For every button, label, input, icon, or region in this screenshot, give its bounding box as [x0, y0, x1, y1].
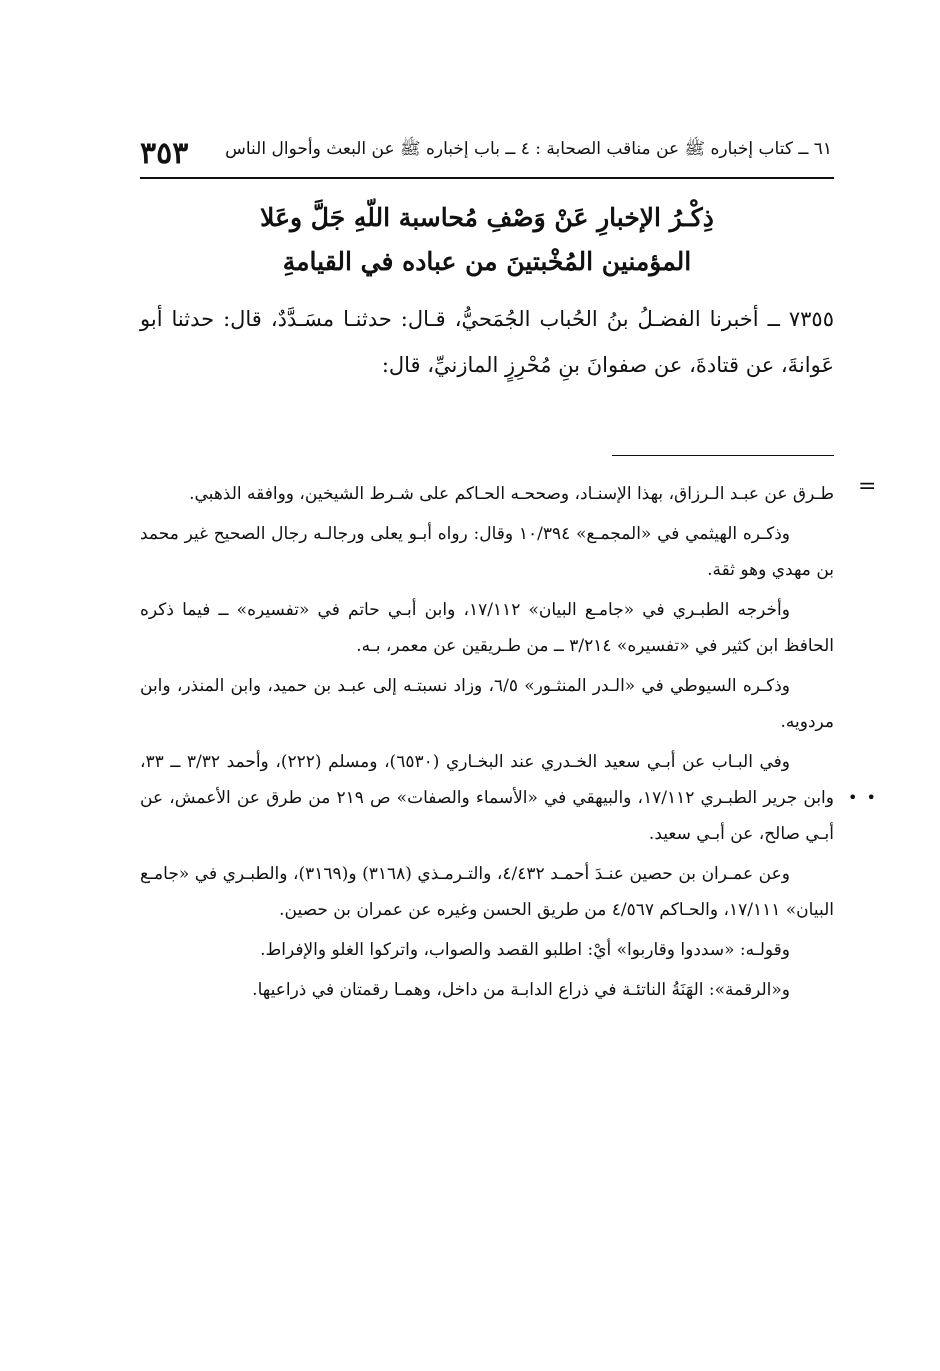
- margin-dots: • •: [848, 788, 878, 807]
- hadith-text-block: [140, 296, 834, 388]
- running-head: ٦١ ــ كتاب إخباره ﷺ عن مناقب الصحابة : ٤ ــ باب إخباره ﷺ عن البعث وأحوال الناس: [225, 139, 832, 159]
- footnote-paragraph: وقولـه: «سددوا وقاربوا» أيْ: اطلبو القصد والصواب، واتركوا الغلو والإفراط.: [260, 940, 790, 960]
- chapter-title: [140, 196, 834, 284]
- footnote-paragraph: وذكـره السيوطي في «الـدر المنثـور» ٦/٥، وزاد نسبتـه إلى عبـد بن حميد، وابن المنذر، وابن مردويه.: [140, 676, 834, 732]
- chapter-title-line-2: المؤمنين المُخْبتينَ من عباده في القيامةِ: [282, 247, 692, 276]
- footnote-paragraph: وفي البـاب عن أبـي سعيد الخـدري عند البخـاري (٦٥٣٠)، ومسلم (٢٢٢)، وأحمد ٣/٣٢ ــ ٣٣، وابن جرير الطبـري ١٧/١١٢، والبيهقي في «الأسماء والصفات» ص ٢١٩ من طرق عن الأعمش، عن أبـي صالح، عن أبـي سعيد.: [140, 752, 834, 844]
- chapter-title-line-1: ذِكْـرُ الإخبارِ عَنْ وَصْفِ مُحاسبة اللّهِ جَلَّ وعَلا: [260, 203, 714, 232]
- header-rule: [140, 177, 834, 179]
- footnote-paragraph: وأخرجه الطبـري في «جامـع البيان» ١٧/١١٢، وابن أبـي حاتم في «تفسيره» ــ فيما ذكره الحافظ ابن كثير في «تفسيره» ٣/٢١٤ ــ من طـريقين عن معمر، بـه.: [140, 600, 834, 656]
- footnote-separator: [612, 455, 834, 456]
- footnote-paragraph: وعن عمـران بن حصين عنـدَ أحمـد ٤/٤٣٢، والتـرمـذي (٣١٦٨) و(٣١٦٩)، والطبـري في «جامـع البيان» ١٧/١١١، والحـاكم ٤/٥٦٧ من طريق الحسن وغيره عن عمران بن حصين.: [140, 864, 834, 920]
- footnotes-block: [140, 476, 834, 1012]
- page-number: ٣٥٣: [140, 136, 189, 171]
- footnote-paragraph: وذكـره الهيثمي في «المجمـع» ١٠/٣٩٤ وقال: رواه أبـو يعلى ورجالـه رجال الصحيح غير محمد بن مهدي وهو ثقة.: [140, 524, 834, 580]
- hadith-text: ٧٣٥٥ ــ أخبرنا الفضـلُ بنُ الحُباب الجُمَحيُّ، قـال: حدثنـا مسَـدَّدٌ، قال: حدثنا أبو عَوانةَ، عن قتادةَ، عن صفوانَ بنِ مُحْرِزٍ المازنيِّ، قال:: [140, 307, 834, 377]
- footnote-paragraph: و«الرقمة»: الهَنَةُ الناتئـة في ذراع الدابـة من داخل، وهمـا رقمتان في ذراعيها.: [252, 980, 790, 1000]
- continuation-mark: =: [858, 474, 877, 499]
- footnote-paragraph: طـرق عن عبـد الـرزاق، بهذا الإسنـاد، وصححـه الحـاكم على شـرط الشيخين، ووافقه الذهبي.: [189, 484, 834, 504]
